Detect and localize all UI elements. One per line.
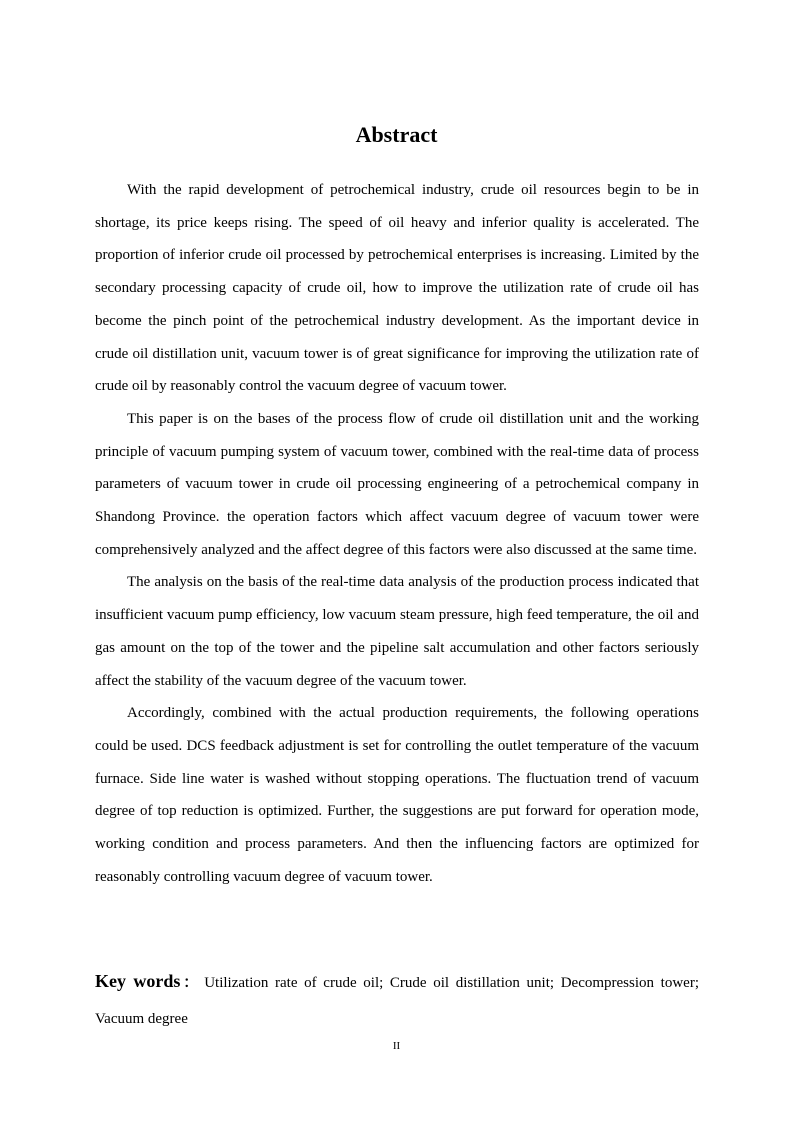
keywords-separator: ： [180,975,202,991]
keywords-label: Key words [95,971,181,991]
abstract-paragraph-4: Accordingly, combined with the actual production requirements, the following operations could be used. DCS feedback adjustment is set for controlling the outlet temperature of the vacuum furnace. Side line water is washed without stopping operations. The fluctuation trend of vacuum degree of top reduction is optimized. Further, the suggestions are put forward for operation mode, working condition and process parameters. And then the influencing factors are optimized for reasonably controlling vacuum degree of vacuum tower. [95,705,699,885]
keywords-section [95,963,699,1037]
page-title: Abstract [355,122,438,147]
abstract-paragraph-1: With the rapid development of petrochemical industry, crude oil resources begin to be in shortage, its price keeps rising. The speed of oil heavy and inferior quality is accelerated. The proportion of inferior crude oil processed by petrochemical enterprises is increasing. Limited by the secondary processing capacity of crude oil, how to improve the utilization rate of crude oil has become the pinch point of the petrochemical industry development. As the important device in crude oil distillation unit, vacuum tower is of great significance for improving the utilization rate of crude oil by reasonably control the vacuum degree of vacuum tower. [95,182,699,395]
abstract-paragraph-3: The analysis on the basis of the real-time data analysis of the production process indicated that insufficient vacuum pump efficiency, low vacuum steam pressure, high feed temperature, the oil and gas amount on the top of the tower and the pipeline salt accumulation and other factors seriously affect the stability of the vacuum degree of the vacuum tower. [95,574,699,689]
abstract-body [95,174,699,893]
keywords-text: Utilization rate of crude oil; Crude oil distillation unit; Decompression tower; Vacuum degree [95,975,699,1027]
page-number: II [392,1040,401,1052]
abstract-paragraph-2: This paper is on the bases of the process flow of crude oil distillation unit and the working principle of vacuum pumping system of vacuum tower, combined with the real-time data of process parameters of vacuum tower in crude oil processing engineering of a petrochemical company in Shandong Province. the operation factors which affect vacuum degree of vacuum tower were comprehensively analyzed and the affect degree of this factors were also discussed at the same time. [95,410,699,558]
